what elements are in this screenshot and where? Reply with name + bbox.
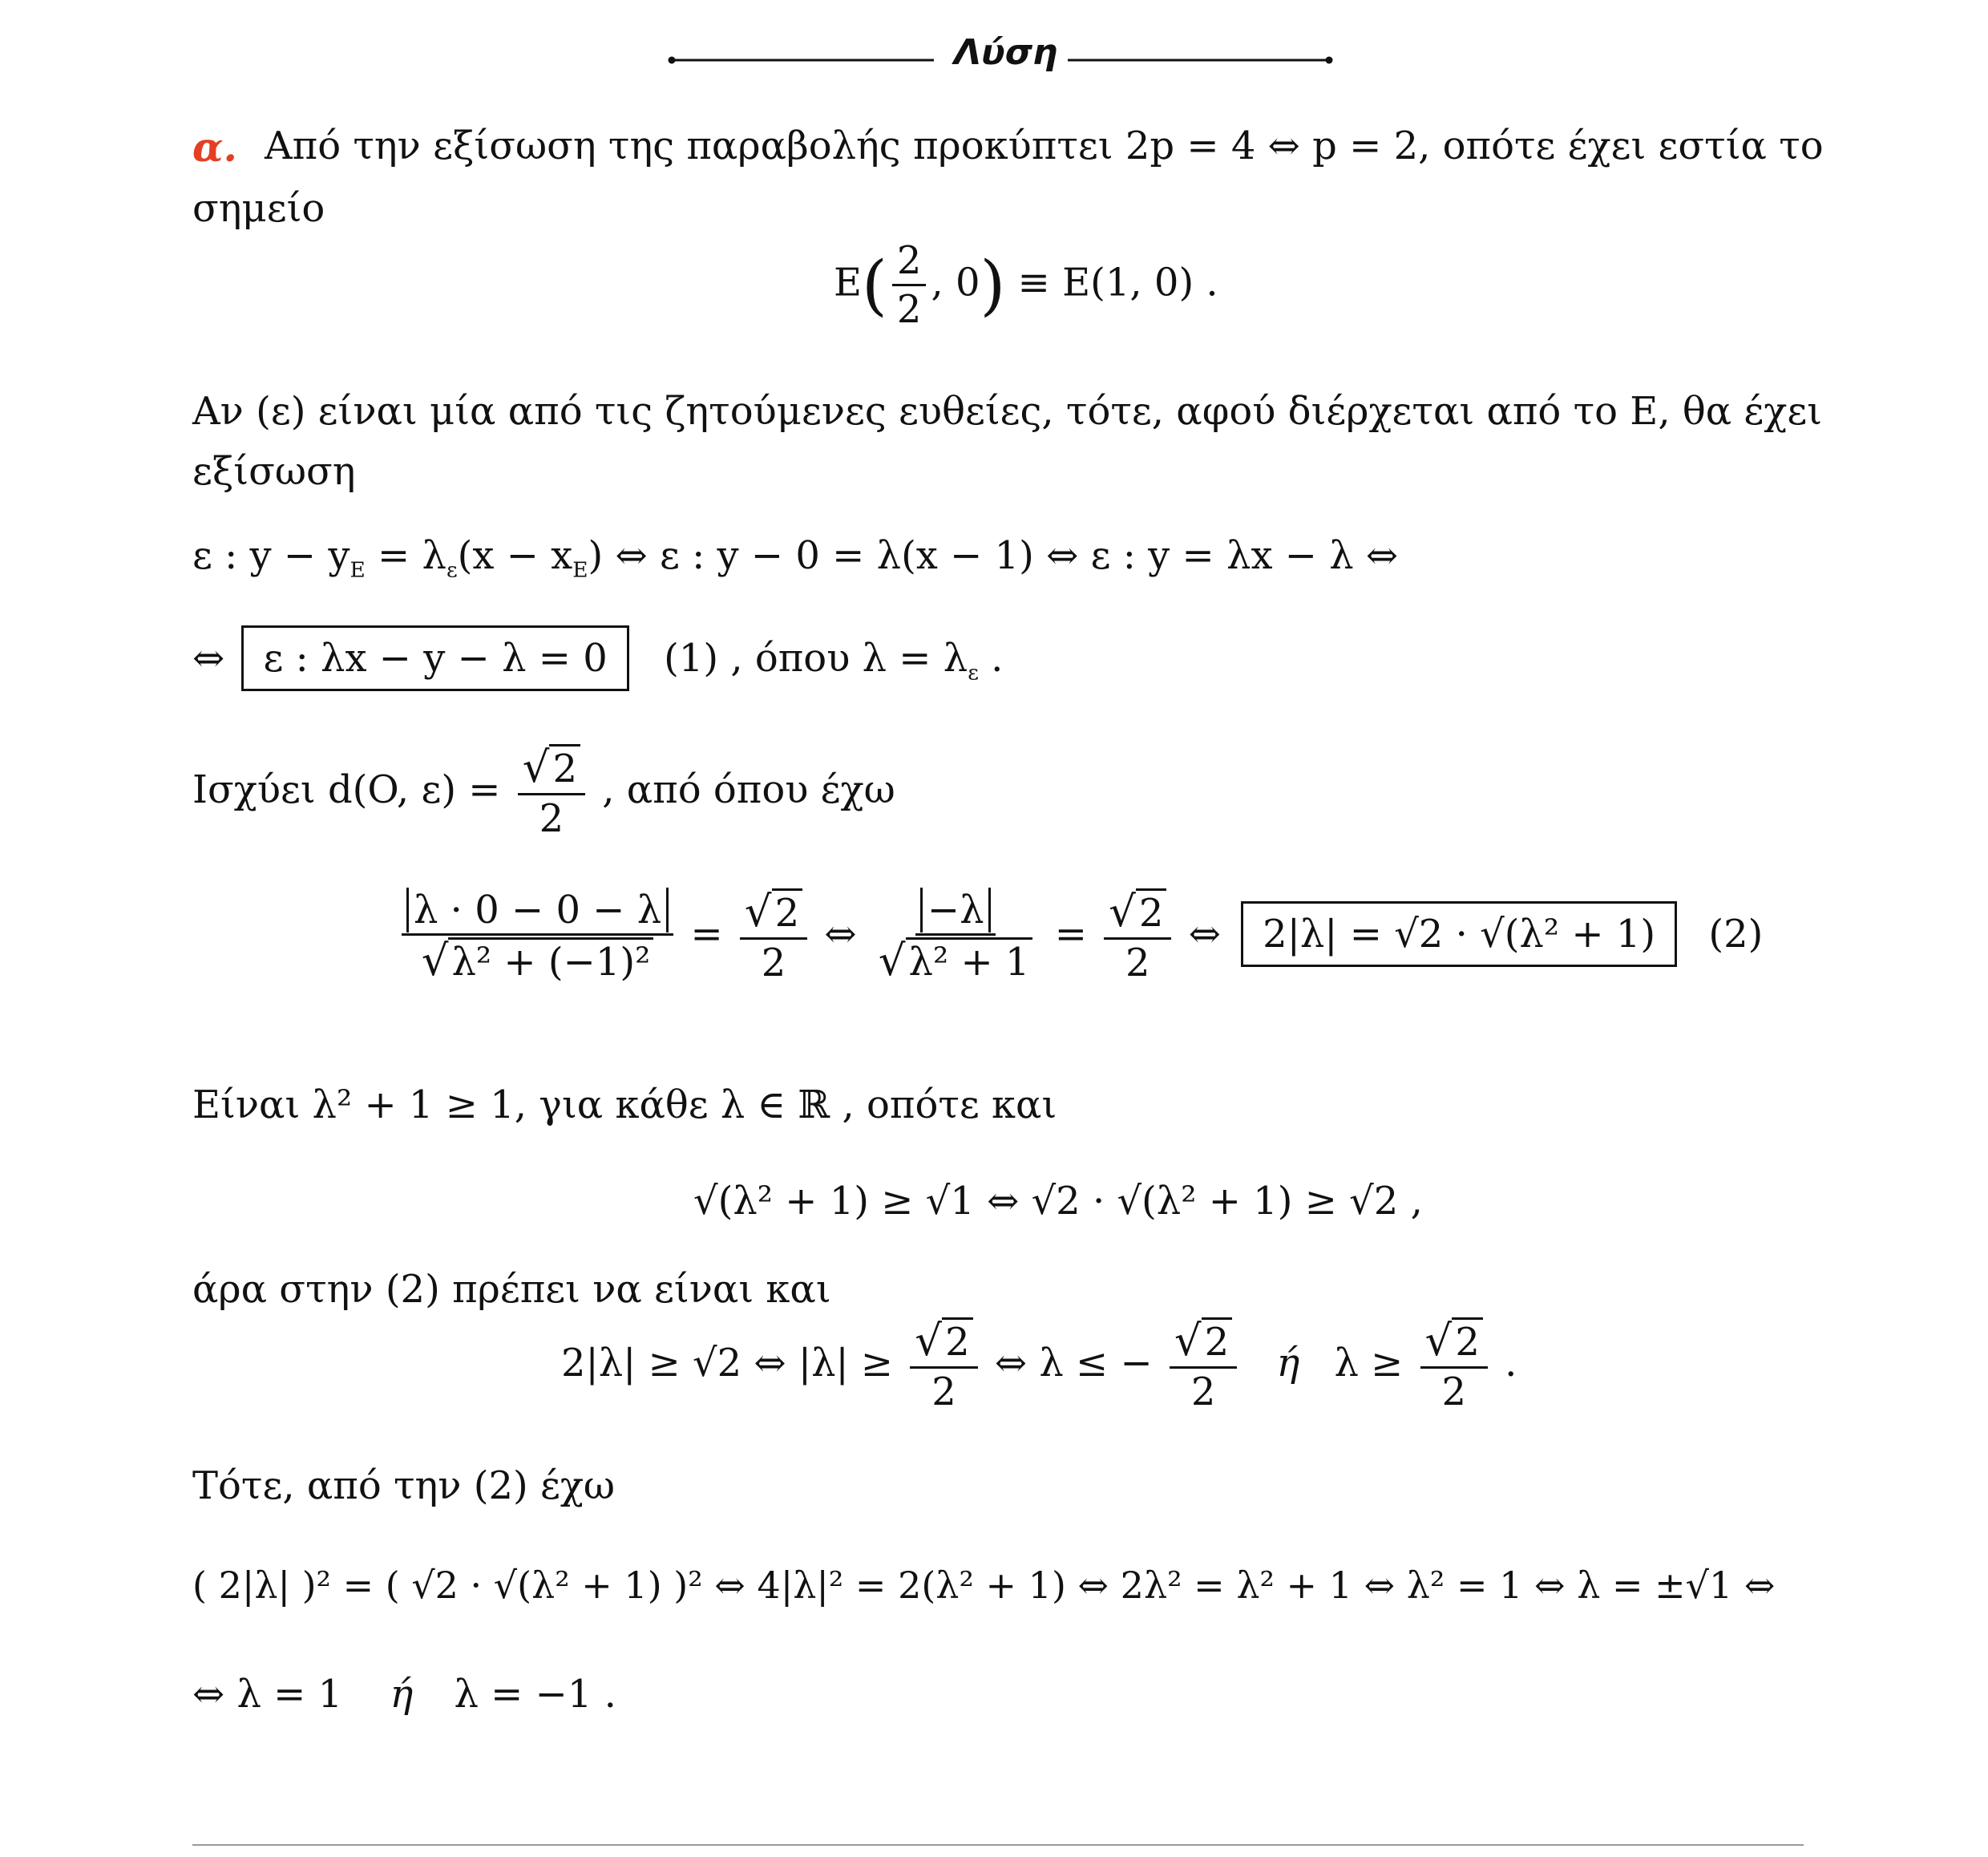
- eq3-rhs1-num: √2: [740, 890, 807, 940]
- eq5-frac2-num-val: 2: [1202, 1317, 1233, 1365]
- eq5-frac1: [910, 1319, 977, 1413]
- eq1-part-c: (x − x: [457, 533, 573, 578]
- eq3-eq2: =: [1054, 911, 1087, 957]
- focus-prefix: E: [834, 260, 863, 305]
- eq5-frac1-num: √2: [910, 1319, 977, 1369]
- eq2-end: .: [978, 636, 1004, 681]
- eq7-b: λ = −1 .: [454, 1672, 616, 1717]
- eq3-den1-sqrt: √λ² + (−1)²: [422, 939, 654, 983]
- eq5-mid: ⇔ λ ≤ −: [994, 1340, 1153, 1386]
- focus-equiv: ≡ E(1, 0) .: [1017, 260, 1218, 305]
- equation-2: [397, 890, 1763, 984]
- eq3-num2: [915, 890, 996, 936]
- holds-text: Ισχύει d(O, ε) =: [192, 767, 501, 812]
- para4-text: άρα στην (2) πρέπει να είναι και: [192, 1267, 831, 1312]
- eq2-sub: ε: [968, 660, 979, 686]
- para2-text-cont: εξίσωση: [192, 449, 356, 494]
- eq3-den1: [417, 936, 659, 986]
- eq3-rhs2-den: 2: [1125, 941, 1150, 986]
- eq3-frac1: [402, 890, 673, 984]
- eq3-rhs2-num-val: 2: [1136, 888, 1167, 936]
- eq5-mid2: λ ≥: [1334, 1340, 1404, 1386]
- equation-5: [561, 1319, 1517, 1413]
- eq5-frac1-den: 2: [931, 1369, 956, 1415]
- eq3-num1: [402, 890, 673, 936]
- eq1-sub-e: E: [350, 557, 366, 583]
- sqrt-sym: √2: [523, 746, 580, 790]
- eq5-lhs: 2|λ| ≥ √2 ⇔ |λ| ≥: [561, 1340, 894, 1386]
- eq7-or: ή: [390, 1672, 414, 1717]
- left-paren: (: [862, 247, 887, 324]
- part-a-label: α.: [192, 123, 237, 171]
- right-paren: ): [980, 247, 1006, 324]
- para1-text-cont: σημείο: [192, 186, 325, 231]
- eq3-iff2: ⇔: [1188, 911, 1221, 957]
- holds-num: [518, 743, 585, 795]
- eq1-sub-eps: ε: [446, 557, 458, 583]
- para1-text: Από την εξίσωση της παραβολής προκύπτει 2p = 4 ⇔ p = 2, οπότε έχει εστία το: [265, 123, 1824, 168]
- eq3-rhs1: [740, 890, 807, 984]
- eq3-box: 2|λ| = √2 · √(λ² + 1): [1241, 901, 1677, 967]
- eq5-frac2-den: 2: [1190, 1369, 1216, 1415]
- eq3-rhs1-den: 2: [761, 941, 786, 986]
- equation-7: [192, 1672, 616, 1717]
- eq2-iff: ⇔: [192, 636, 225, 681]
- holds-post: , από όπου έχω: [602, 767, 895, 812]
- holds-frac: [518, 743, 585, 842]
- eq5-frac2: [1170, 1319, 1237, 1413]
- eq1-part-d: ) ⇔ ε : y − 0 = λ(x − 1) ⇔ ε : y = λx − λ ⇔: [588, 533, 1399, 578]
- eq3-frac2: [874, 890, 1038, 984]
- focus-num: 2: [892, 241, 927, 286]
- header-title: Λύση: [954, 32, 1058, 73]
- eq5-end: .: [1505, 1340, 1517, 1386]
- eq3-eq1: =: [690, 911, 723, 957]
- eq7-a: ⇔ λ = 1: [192, 1672, 343, 1717]
- eq1-part-b: = λ: [365, 533, 446, 578]
- eq3-rhs2-num: √2: [1104, 890, 1171, 940]
- eq5-or: ή: [1276, 1340, 1300, 1386]
- eq3-rhs1-num-val: 2: [772, 888, 803, 936]
- eq3-iff1: ⇔: [824, 911, 857, 957]
- eq3-den1-val: λ² + (−1)²: [448, 937, 653, 985]
- eq5-frac1-num-val: 2: [942, 1317, 973, 1365]
- para3-text: Είναι λ² + 1 ≥ 1, για κάθε λ ∈ ℝ , οπότε και: [192, 1082, 1057, 1127]
- eq1-part-a: ε : y − y: [192, 533, 350, 578]
- eq3-den2: √λ² + 1: [874, 936, 1038, 983]
- eq5-frac3-den: 2: [1441, 1369, 1467, 1415]
- equation-6: ( 2|λ| )² = ( √2 · √(λ² + 1) )² ⇔ 4|λ|² = 2(λ² + 1) ⇔ 2λ² = λ² + 1 ⇔ λ² = 1 ⇔ λ = ±√1 ⇔: [192, 1564, 1776, 1607]
- eq2-box: ε : λx − y − λ = 0: [241, 625, 628, 691]
- eq3-num2-abs: −λ: [920, 888, 992, 933]
- eq2-post: (1) , όπου λ = λ: [664, 636, 968, 681]
- line-equation: [192, 533, 1398, 583]
- eq3-rhs2: [1104, 890, 1171, 984]
- eq5-frac3-num-val: 2: [1452, 1317, 1483, 1365]
- focus-rest: , 0: [931, 260, 980, 305]
- para2-text: Αν (ε) είναι μία από τις ζητούμενες ευθείες, τότε, αφού διέρχεται από το Ε, θα έχει: [192, 389, 1823, 434]
- eq5-frac3-num: √2: [1420, 1319, 1488, 1369]
- eq3-num1-abs: λ · 0 − 0 − λ: [406, 888, 669, 933]
- eq1-sub-e2: E: [572, 557, 588, 583]
- focus-fraction: [892, 238, 927, 333]
- focus-den: 2: [896, 287, 922, 333]
- para5-text: Τότε, από την (2) έχω: [192, 1463, 616, 1508]
- holds-num-val: 2: [549, 744, 580, 791]
- eq3-tag: (2): [1708, 911, 1764, 957]
- eq5-frac3: [1420, 1319, 1488, 1413]
- bottom-rule: [192, 1844, 1804, 1846]
- focus-equation: [834, 238, 1218, 333]
- distance-statement: [192, 743, 895, 842]
- holds-den: 2: [539, 796, 564, 842]
- boxed-equation-1: [192, 625, 1003, 691]
- eq3-den2-val: λ² + 1: [906, 937, 1033, 985]
- eq5-frac2-num: √2: [1170, 1319, 1237, 1369]
- equation-4: √(λ² + 1) ≥ √1 ⇔ √2 · √(λ² + 1) ≥ √2 ,: [693, 1179, 1423, 1224]
